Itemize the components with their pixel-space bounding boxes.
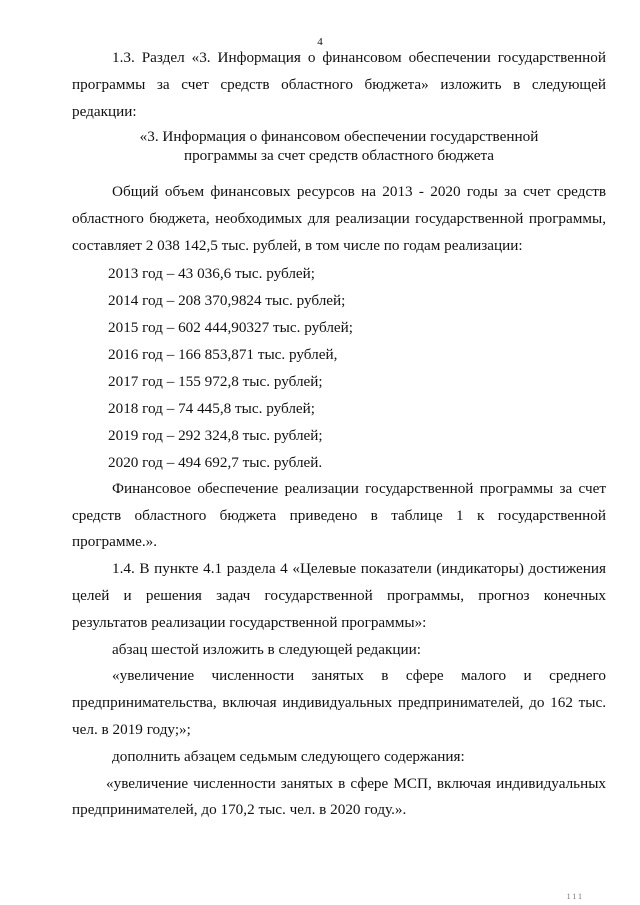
section-3-heading-line-2: программы за счет средств областного бюджета bbox=[183, 147, 495, 165]
funding-year-item: 2017 год – 155 972,8 тыс. рублей; bbox=[108, 372, 323, 390]
paragraph-seven-instruction: дополнить абзацем седьмым следующего содержания: bbox=[112, 747, 465, 765]
total-funding-paragraph: Общий объем финансовых ресурсов на 2013 - 2020 годы за счет средств областного бюджета, необходимых для реализации государственной программы, составляет 2 038 142,5 тыс. рублей, в том числе по годам реализации: bbox=[72, 183, 606, 254]
funding-table-reference-paragraph: Финансовое обеспечение реализации государственной программы за счет средств областного бюджета приведено в таблице 1 к государственной программе.». bbox=[72, 479, 606, 551]
section-3-heading bbox=[72, 127, 606, 165]
funding-year-item: 2018 год – 74 445,8 тыс. рублей; bbox=[108, 399, 316, 417]
paragraph-seven-quote: «увеличение численности занятых в сфере МСП, включая индивидуальных предпринимателей, до 170,2 тыс. чел. в 2020 году.». bbox=[72, 774, 606, 819]
document-body bbox=[72, 45, 606, 824]
section-1-4-intro: 1.4. В пункте 4.1 раздела 4 «Целевые показатели (индикаторы) достижения целей и решения задач государственной программы, прогноз конечных результатов реализации государственной программы»: bbox=[72, 560, 606, 631]
paragraph-six-instruction: абзац шестой изложить в следующей редакции: bbox=[112, 640, 421, 658]
page-number: 4 bbox=[317, 36, 323, 48]
funding-year-item: 2014 год – 208 370,9824 тыс. рублей; bbox=[108, 291, 346, 309]
funding-year-item: 2019 год – 292 324,8 тыс. рублей; bbox=[108, 426, 323, 444]
funding-year-item: 2015 год – 602 444,90327 тыс. рублей; bbox=[108, 318, 353, 336]
funding-year-item: 2013 год – 43 036,6 тыс. рублей; bbox=[108, 264, 316, 282]
section-1-3-intro: 1.3. Раздел «3. Информация о финансовом обеспечении государственной программы за счет средств областного бюджета» изложить в следующей редакции: bbox=[72, 49, 606, 120]
funding-year-item: 2016 год – 166 853,871 тыс. рублей, bbox=[108, 345, 338, 363]
footer-mark: 111 bbox=[566, 892, 584, 901]
paragraph-six-quote: «увеличение численности занятых в сфере малого и среднего предпринимательства, включая индивидуальных предпринимателей, до 162 тыс. чел. в 2019 году;»; bbox=[72, 667, 606, 738]
funding-year-item: 2020 год – 494 692,7 тыс. рублей. bbox=[108, 453, 323, 471]
funding-by-year-list bbox=[72, 260, 606, 476]
section-3-heading-line-1: «3. Информация о финансовом обеспечении государственной bbox=[139, 128, 539, 146]
